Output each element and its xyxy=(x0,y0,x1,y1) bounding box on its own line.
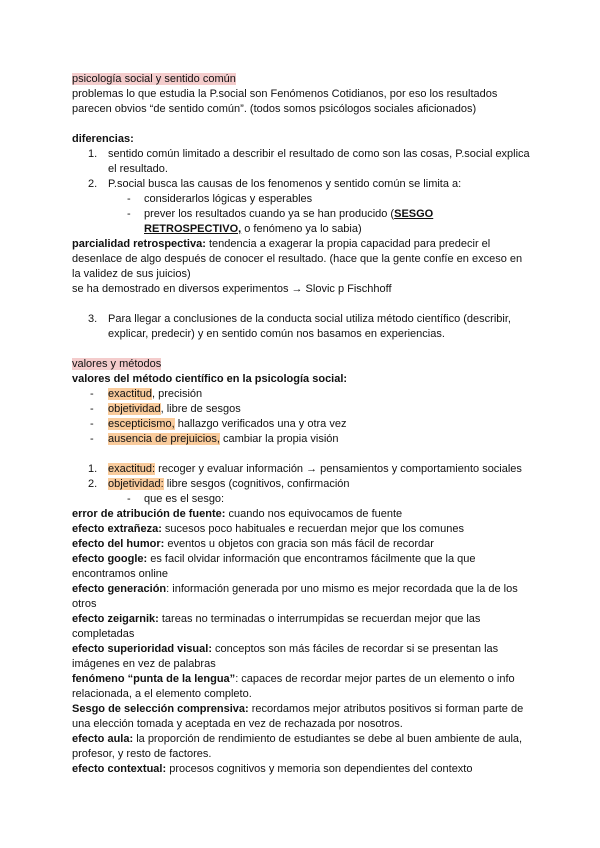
valores-subheading: valores del método científico en la psicología social: xyxy=(72,373,348,385)
dash-bullet: - xyxy=(90,433,94,445)
sesgo-retrospectivo-term: SESGO RETROSPECTIVO, xyxy=(144,208,434,235)
dash-bullet: - xyxy=(127,193,131,205)
dash-bullet: - xyxy=(127,493,131,505)
value-rest: cambiar la propia visión xyxy=(219,433,339,445)
dash-bullet: - xyxy=(90,403,94,415)
effect-def: es facil olvidar información que encontramos fácilmente que la que encontramos online xyxy=(72,553,476,580)
effect-def: conceptos son más fáciles de recordar si se presentan las imágenes en vez de palabras xyxy=(72,643,499,670)
sub-list-item xyxy=(72,492,532,507)
item-text: Para llegar a conclusiones de la conducta social utiliza método científico (describir, explicar, predecir) y en sentido común nos basamos en experiencias. xyxy=(108,313,511,340)
value-rest: hallazgo verificados una y otra vez xyxy=(174,418,347,430)
section-heading-psicologia xyxy=(72,72,532,87)
list-item xyxy=(72,312,532,342)
effect-term: efecto zeigarnik: xyxy=(72,613,159,625)
effect-def: cuando nos equivocamos de fuente xyxy=(225,508,403,520)
value-item xyxy=(72,417,532,432)
effect-term: Sesgo de selección comprensiva: xyxy=(72,703,249,715)
list-item xyxy=(72,462,532,477)
effect-item xyxy=(72,507,532,522)
value-highlight: exactitud xyxy=(108,388,153,400)
item-number: 1. xyxy=(88,463,98,475)
dash-bullet: - xyxy=(90,388,94,400)
item-highlight: objetividad: xyxy=(108,478,164,490)
effects-list xyxy=(72,507,532,777)
effect-item xyxy=(72,522,532,537)
sub-list-item xyxy=(72,192,532,207)
value-rest: , precisión xyxy=(152,388,203,400)
item-number: 2. xyxy=(88,178,98,190)
effect-def: recordamos mejor atributos positivos si forman parte de una elección tomada y aceptada en vez de rechazada por nosotros. xyxy=(72,703,524,730)
effect-def: sucesos poco habituales e recuerdan mejor que los comunes xyxy=(161,523,464,535)
value-item xyxy=(72,387,532,402)
sub-item-text: considerarlos lógicas y esperables xyxy=(144,193,313,205)
value-item xyxy=(72,432,532,447)
parcialidad-term: parcialidad retrospectiva: xyxy=(72,238,206,250)
effect-term: efecto contextual: xyxy=(72,763,167,775)
item-text: libre sesgos (cognitivos, confirmación xyxy=(163,478,350,490)
effect-term: efecto superioridad visual: xyxy=(72,643,212,655)
item-number: 3. xyxy=(88,313,98,325)
item-text: recoger y evaluar información → pensamientos y comportamiento sociales xyxy=(155,463,522,475)
document-page xyxy=(72,72,532,777)
effect-term: efecto del humor: xyxy=(72,538,165,550)
effect-def: la proporción de rendimiento de estudiantes se debe al buen ambiente de aula, profesor, y resto de factores. xyxy=(72,733,523,760)
effect-item xyxy=(72,612,532,642)
effect-term: efecto extrañeza: xyxy=(72,523,162,535)
sub-list-item xyxy=(72,207,532,237)
value-highlight: ausencia de prejuicios, xyxy=(108,433,220,445)
effect-item xyxy=(72,552,532,582)
effect-item xyxy=(72,702,532,732)
heading-text: psicología social y sentido común xyxy=(72,73,236,85)
effect-term: efecto generación xyxy=(72,583,167,595)
effect-item xyxy=(72,732,532,762)
parcialidad-paragraph xyxy=(72,237,532,282)
value-item xyxy=(72,402,532,417)
item-number: 1. xyxy=(88,148,98,160)
sub-item-text: que es el sesgo: xyxy=(144,493,225,505)
item-highlight: exactitud: xyxy=(108,463,156,475)
effect-item xyxy=(72,672,532,702)
effect-term: error de atribución de fuente: xyxy=(72,508,226,520)
dash-bullet: - xyxy=(90,418,94,430)
item-number: 2. xyxy=(88,478,98,490)
effect-item xyxy=(72,642,532,672)
item-text: P.social busca las causas de los fenomenos y sentido común se limita a: xyxy=(108,178,462,190)
effect-def: : información generada por uno mismo es mejor recordada que la de los otros xyxy=(72,583,518,610)
effect-def: eventos u objetos con gracia son más fácil de recordar xyxy=(164,538,434,550)
sub-item-text-after: o fenómeno ya lo sabia) xyxy=(241,223,362,235)
parcialidad-def: tendencia a exagerar la propia capacidad para predecir el desenlace de algo después de conocer el resultado. (hace que la gente confíe en exceso en la validez de sus juicios) xyxy=(72,238,523,280)
effect-term: fenómeno “punta de la lengua” xyxy=(72,673,236,685)
list-item xyxy=(72,477,532,492)
dash-bullet: - xyxy=(127,208,131,220)
item-text: sentido común limitado a describir el resultado de como son las cosas, P.social explica el resultado. xyxy=(108,148,530,175)
intro-paragraph: problemas lo que estudia la P.social son Fenómenos Cotidianos, por eso los resultados parecen obvios “de sentido común”. (todos somos psicólogos sociales aficionados) xyxy=(72,88,498,115)
value-highlight: objetividad xyxy=(108,403,161,415)
demostrado-line: se ha demostrado en diversos experimentos → Slovic p Fischhoff xyxy=(72,283,392,295)
section-heading-valores xyxy=(72,357,532,372)
list-item xyxy=(72,177,532,192)
value-highlight: escepticismo, xyxy=(108,418,175,430)
effect-def: procesos cognitivos y memoria son dependientes del contexto xyxy=(166,763,473,775)
sub-item-text: prever los resultados cuando ya se han producido ( xyxy=(144,208,395,220)
heading-text: valores y métodos xyxy=(72,358,162,370)
effect-def: tareas no terminadas o interrumpidas se recuerdan mejor que las completadas xyxy=(72,613,481,640)
effect-item xyxy=(72,762,532,777)
effect-def: : capaces de recordar mejor partes de un elemento o info relacionada, a el elemento completo. xyxy=(72,673,515,700)
effect-term: efecto google: xyxy=(72,553,148,565)
diferencias-label: diferencias: xyxy=(72,133,134,145)
list-item xyxy=(72,147,532,177)
effect-item xyxy=(72,537,532,552)
effect-term: efecto aula: xyxy=(72,733,134,745)
effect-item xyxy=(72,582,532,612)
value-rest: , libre de sesgos xyxy=(160,403,241,415)
